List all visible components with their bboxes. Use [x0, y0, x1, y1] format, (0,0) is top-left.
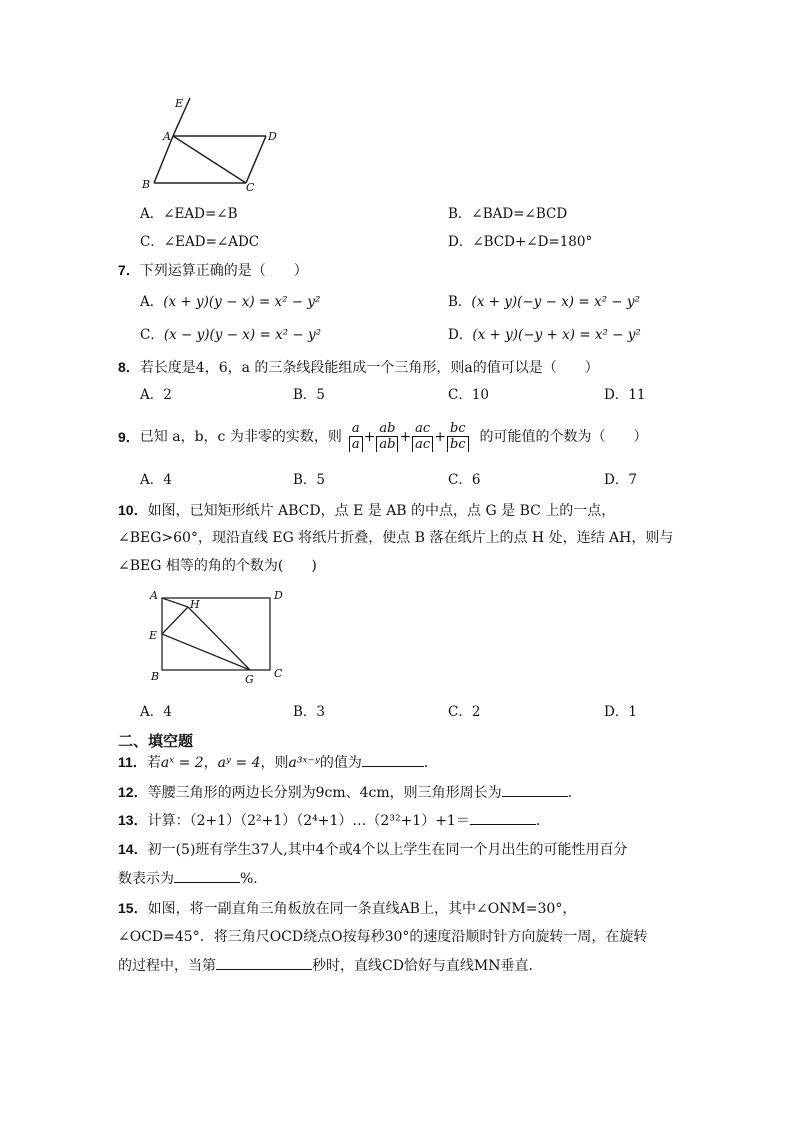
plus-sign: +: [363, 429, 376, 445]
question-number: 14．: [118, 841, 148, 857]
figure-parallelogram: [135, 95, 285, 195]
question-13: [118, 810, 540, 831]
question-10-line-3: ∠BEG 相等的角的个数为( ): [118, 558, 317, 574]
option-label: C．: [140, 327, 164, 343]
question-number: 10．: [118, 502, 148, 518]
question-11: [118, 752, 428, 773]
option-formula: (x + y)(−y + x) = x² − y²: [472, 327, 641, 343]
segment-eh: [162, 607, 188, 634]
segment-ac: [173, 136, 246, 183]
fraction-ab-over-abs-ab: $\frac{ab}{ab}$: [376, 421, 398, 453]
answer-blank[interactable]: [502, 782, 568, 797]
q9-option-c: C．6: [448, 472, 481, 488]
segment-ah: [162, 598, 188, 607]
q10-option-d: D．1: [604, 704, 637, 720]
question-7: [118, 260, 308, 281]
q6-option-b: B．∠BAD=∠BCD: [448, 206, 568, 222]
q8-option-d: D．11: [604, 387, 646, 403]
q10-option-b: B．3: [293, 704, 326, 720]
question-text: 初一(5)班有学生37人,其中4个或4个以上学生在同一个月出生的可能性用百分: [147, 842, 628, 858]
label-d: D: [274, 589, 283, 602]
question-number: 15．: [118, 900, 148, 916]
formula: a³ˣ⁻ʸ: [288, 755, 320, 771]
q6-option-a: A．∠EAD=∠B: [140, 206, 238, 222]
label-d: D: [268, 130, 277, 143]
q9-option-d: D．7: [604, 472, 637, 488]
question-stem-pre: 已知 a，b，c 为非零的实数，则: [139, 429, 342, 445]
question-text: 等腰三角形的两边长分别为9cm、4cm，则三角形周长为: [147, 785, 502, 801]
rectangle-abcd: [162, 598, 270, 670]
formula: aʸ = 4: [217, 755, 261, 771]
text: 若: [146, 755, 161, 771]
q10-option-c: C．2: [448, 704, 481, 720]
label-b: B: [142, 178, 151, 191]
text: 秒时，直线CD恰好与直线MN垂直．: [312, 958, 543, 974]
question-10-line-1: [118, 500, 615, 521]
section-title: 二、填空题: [118, 733, 194, 750]
option-formula: (x + y)(y − x) = x² − y²: [163, 294, 321, 310]
question-number: 8．: [118, 359, 140, 375]
question-10-line-2: ∠BEG>60°，现沿直线 EG 将纸片折叠，使点 B 落在纸片上的点 H 处，连结 AH，则与: [118, 530, 674, 546]
label-e: E: [175, 97, 184, 110]
question-text: 如图，将一副直角三角板放在同一条直线AB上，其中∠ONM=30°，: [147, 901, 577, 917]
text: 的过程中，当第: [118, 958, 216, 974]
text: ，则: [260, 755, 289, 771]
q6-option-d: D．∠BCD+∠D=180°: [448, 234, 593, 250]
text: 数表示为: [118, 871, 174, 887]
fraction-ac-over-abs-ac: $\frac{ac}{ac}$: [412, 421, 433, 453]
question-15-line-2: ∠OCD=45°．将三角尺OCD绕点O按每秒30°的速度沿顺时针方向旋转一周，在旋转: [118, 929, 648, 945]
fraction-bc-over-abs-bc: $\frac{bc}{bc}$: [447, 421, 469, 453]
q7-option-b: [448, 292, 640, 312]
q10-option-a: A．4: [140, 704, 172, 720]
q7-option-d: [448, 325, 641, 345]
q8-option-b: B．5: [293, 387, 326, 403]
q9-option-a: A．4: [140, 472, 172, 488]
question-stem: 下列运算正确的是（ ）: [139, 263, 308, 279]
answer-blank[interactable]: [216, 955, 312, 970]
plus-sign: +: [434, 429, 446, 445]
formula: aˣ = 2: [160, 755, 204, 771]
question-text: 计算：（2+1）（2²+1）（2⁴+1）…（2³²+1）+1＝: [147, 813, 470, 829]
question-15-line-1: [118, 898, 576, 919]
option-formula: (x − y)(y − x) = x² − y²: [163, 327, 322, 343]
question-9: [118, 420, 648, 454]
answer-blank[interactable]: [174, 868, 240, 883]
question-number: 13．: [118, 812, 148, 828]
question-text: 如图，已知矩形纸片 ABCD，点 E 是 AB 的中点，点 G 是 BC 上的一点，: [147, 503, 616, 519]
question-number: 7．: [118, 262, 140, 278]
text: .: [567, 785, 573, 801]
question-number: 12．: [118, 784, 148, 800]
label-c: C: [246, 181, 255, 194]
figure-rectangle-fold: [140, 585, 300, 690]
segment-dc: [246, 136, 266, 183]
label-e: E: [149, 629, 158, 642]
q7-option-c: [140, 325, 321, 345]
answer-blank[interactable]: [362, 752, 424, 767]
label-a: A: [150, 589, 158, 602]
question-stem-post: 的可能值的个数为（ ）: [479, 429, 648, 445]
q6-option-c: C．∠EAD=∠ADC: [140, 234, 260, 250]
q8-option-c: C．10: [448, 387, 490, 403]
text: .: [423, 755, 429, 771]
text: %.: [240, 871, 258, 887]
question-stem: 若长度是4，6，a 的三条线段能组成一个三角形，则a的值可以是（ ）: [139, 360, 599, 376]
answer-blank[interactable]: [470, 810, 536, 825]
question-14-line-2: [118, 868, 258, 889]
segment-eg: [162, 634, 250, 670]
fraction-a-over-abs-a: $\frac{a}{a}$: [349, 421, 363, 453]
question-number: 9．: [118, 429, 140, 445]
question-14-line-1: [118, 839, 628, 860]
q7-option-a: [140, 292, 320, 312]
text: .: [535, 813, 541, 829]
question-8: [118, 357, 599, 378]
label-c: C: [274, 667, 283, 680]
plus-sign: +: [399, 429, 412, 445]
option-label: A．: [140, 294, 164, 310]
q9-option-b: B．5: [293, 472, 326, 488]
text: ，: [203, 755, 218, 771]
option-formula: (x + y)(−y − x) = x² − y²: [471, 294, 640, 310]
option-label: B．: [448, 294, 472, 310]
question-15-line-3: [118, 955, 543, 976]
label-a: A: [163, 130, 171, 143]
option-label: D．: [448, 327, 473, 343]
label-h: H: [190, 598, 200, 611]
question-12: [118, 782, 572, 803]
label-g: G: [245, 673, 254, 686]
label-b: B: [151, 670, 160, 683]
q8-option-a: A．2: [140, 387, 172, 403]
question-number: 11．: [118, 754, 147, 770]
text: 的值为: [319, 755, 362, 771]
segment-hg: [188, 607, 250, 670]
segment-ab: [154, 136, 173, 183]
